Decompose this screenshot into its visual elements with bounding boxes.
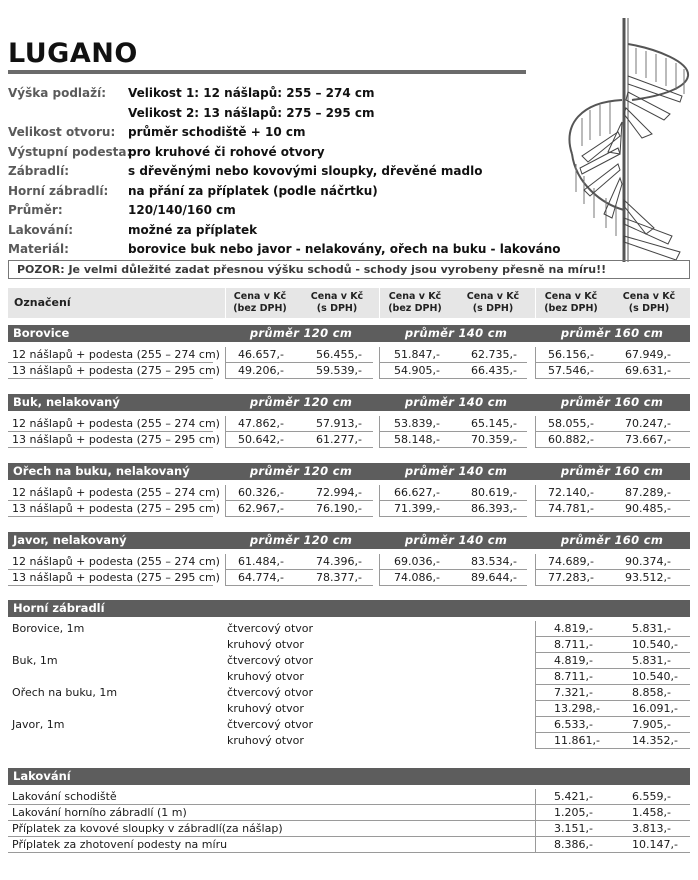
price-cell: 6.559,- xyxy=(632,790,671,803)
spec-list xyxy=(8,84,568,260)
column-header xyxy=(224,291,296,315)
price-cell: 69.036,- xyxy=(394,555,440,568)
opening-type: kruhový otvor xyxy=(227,734,304,747)
table-header xyxy=(8,288,690,318)
railing-section xyxy=(8,600,690,749)
lacquer-section xyxy=(8,768,690,853)
row-label: 13 nášlapů + podesta (275 – 295 cm) xyxy=(12,433,220,446)
price-cell: 64.774,- xyxy=(238,571,284,584)
column-header-line: (s DPH) xyxy=(316,303,358,314)
column-header xyxy=(613,291,685,315)
section-header xyxy=(8,325,690,342)
price-cell: 49.206,- xyxy=(238,364,284,377)
spec-label: Průměr: xyxy=(8,203,63,217)
column-divider xyxy=(535,288,536,318)
price-cell: 54.905,- xyxy=(394,364,440,377)
price-cell: 57.913,- xyxy=(316,417,362,430)
price-section xyxy=(8,394,690,448)
row-underline xyxy=(379,516,527,517)
diameter-label: průměr 160 cm xyxy=(560,533,664,547)
title-underline xyxy=(8,70,526,74)
column-divider xyxy=(225,288,226,318)
spec-label: Lakování: xyxy=(8,222,74,237)
table-row xyxy=(8,685,690,701)
price-cell: 70.359,- xyxy=(471,433,517,446)
row-underline xyxy=(8,447,213,448)
spiral-staircase-illustration xyxy=(562,14,692,266)
price-cell: 60.326,- xyxy=(238,486,284,499)
spec-row xyxy=(8,182,568,202)
price-cell: 8.386,- xyxy=(554,838,593,851)
price-section xyxy=(8,325,690,379)
spec-label: Zábradlí: xyxy=(8,164,70,178)
table-row xyxy=(8,432,690,448)
column-header-line: (s DPH) xyxy=(628,303,670,314)
price-cell: 70.247,- xyxy=(625,417,671,430)
row-underline xyxy=(535,378,690,379)
table-row xyxy=(8,805,690,821)
table-row xyxy=(8,501,690,517)
price-cell: 1.205,- xyxy=(554,806,593,819)
price-cell: 60.882,- xyxy=(548,433,594,446)
price-cell: 87.289,- xyxy=(625,486,671,499)
column-divider xyxy=(535,789,536,853)
price-cell: 5.421,- xyxy=(554,790,593,803)
table-row xyxy=(8,637,690,653)
price-cell: 74.396,- xyxy=(316,555,362,568)
price-cell: 8.711,- xyxy=(554,638,593,651)
price-cell: 74.781,- xyxy=(548,502,594,515)
column-header-line: (bez DPH) xyxy=(388,303,442,314)
table-row xyxy=(8,837,690,853)
price-cell: 7.321,- xyxy=(554,686,593,699)
price-cell: 13.298,- xyxy=(554,702,600,715)
price-cell: 62.735,- xyxy=(471,348,517,361)
row-label: 13 nášlapů + podesta (275 – 295 cm) xyxy=(12,364,220,377)
price-cell: 5.831,- xyxy=(632,622,671,635)
price-cell: 10.540,- xyxy=(632,638,678,651)
column-divider xyxy=(225,347,226,379)
opening-type: kruhový otvor xyxy=(227,670,304,683)
price-cell: 80.619,- xyxy=(471,486,517,499)
column-divider xyxy=(379,288,380,318)
spec-label: Výstupní podesta: xyxy=(8,144,132,159)
diameter-label: průměr 120 cm xyxy=(249,464,353,478)
opening-type: čtvercový otvor xyxy=(227,654,314,667)
column-header xyxy=(535,291,607,315)
row-label: Příplatek za kovové sloupky v zábradlí(za nášlap) xyxy=(12,822,283,835)
row-underline xyxy=(535,516,690,517)
spec-row xyxy=(8,240,568,260)
spec-row xyxy=(8,123,568,143)
column-divider xyxy=(535,347,536,379)
price-cell: 8.711,- xyxy=(554,670,593,683)
price-cell: 90.374,- xyxy=(625,555,671,568)
section-header xyxy=(8,768,690,785)
spec-row xyxy=(8,221,568,241)
column-divider xyxy=(535,485,536,517)
column-header-label: Označení xyxy=(14,296,71,309)
price-cell: 53.839,- xyxy=(394,417,440,430)
column-divider xyxy=(225,416,226,448)
diameter-label: průměr 140 cm xyxy=(404,533,508,547)
row-underline xyxy=(225,378,373,379)
spec-row xyxy=(8,201,568,221)
price-cell: 58.148,- xyxy=(394,433,440,446)
row-underline xyxy=(379,585,527,586)
row-label: 12 nášlapů + podesta (255 – 274 cm) xyxy=(12,417,220,430)
row-label: Lakování schodiště xyxy=(12,790,117,803)
price-cell: 58.055,- xyxy=(548,417,594,430)
price-cell: 4.819,- xyxy=(554,654,593,667)
spec-value: s dřevěnými nebo kovovými sloupky, dřevěné madlo xyxy=(128,164,483,178)
spec-value: borovice buk nebo javor - nelakovány, ořech na buku - lakováno xyxy=(128,242,561,256)
section-header xyxy=(8,532,690,549)
price-cell: 77.283,- xyxy=(548,571,594,584)
price-cell: 56.455,- xyxy=(316,348,362,361)
price-cell: 89.644,- xyxy=(471,571,517,584)
spec-row xyxy=(8,104,568,124)
price-cell: 11.861,- xyxy=(554,734,600,747)
opening-type: kruhový otvor xyxy=(227,702,304,715)
column-header-line: Cena v Kč xyxy=(544,291,598,302)
price-cell: 72.140,- xyxy=(548,486,594,499)
row-underline xyxy=(535,447,690,448)
table-row xyxy=(8,701,690,717)
row-underline xyxy=(535,748,690,749)
section-title: Ořech na buku, nelakovaný xyxy=(13,464,190,478)
section-title: Borovice xyxy=(13,326,70,340)
price-cell: 4.819,- xyxy=(554,622,593,635)
column-divider xyxy=(379,347,380,379)
column-header-line: Cena v Kč xyxy=(622,291,676,302)
price-section xyxy=(8,532,690,586)
price-cell: 59.539,- xyxy=(316,364,362,377)
table-row xyxy=(8,363,690,379)
price-cell: 72.994,- xyxy=(316,486,362,499)
column-header xyxy=(379,291,451,315)
spec-value: na přání za příplatek (podle náčrtku) xyxy=(128,183,378,198)
table-row xyxy=(8,789,690,805)
column-header-line: Cena v Kč xyxy=(233,291,287,302)
price-cell: 51.847,- xyxy=(394,348,440,361)
row-label: Lakování horního zábradlí (1 m) xyxy=(12,806,187,819)
column-divider xyxy=(535,416,536,448)
price-cell: 90.485,- xyxy=(625,502,671,515)
spec-value: Velikost 1: 12 nášlapů: 255 – 274 cm xyxy=(128,86,375,100)
opening-type: čtvercový otvor xyxy=(227,686,314,699)
page-title: LUGANO xyxy=(8,38,138,69)
row-label: 13 nášlapů + podesta (275 – 295 cm) xyxy=(12,502,220,515)
row-label: 12 nášlapů + podesta (255 – 274 cm) xyxy=(12,486,220,499)
price-cell: 57.546,- xyxy=(548,364,594,377)
table-row xyxy=(8,570,690,586)
opening-type: čtvercový otvor xyxy=(227,622,314,635)
section-title: Buk, nelakovaný xyxy=(13,395,120,409)
table-row xyxy=(8,621,690,637)
section-header xyxy=(8,394,690,411)
table-row xyxy=(8,347,690,363)
row-underline xyxy=(535,585,690,586)
spec-value: pro kruhové či rohové otvory xyxy=(128,144,325,159)
price-cell: 65.145,- xyxy=(471,417,517,430)
table-row xyxy=(8,416,690,432)
price-cell: 50.642,- xyxy=(238,433,284,446)
spec-row xyxy=(8,84,568,104)
spec-row xyxy=(8,162,568,182)
section-header xyxy=(8,600,690,617)
price-cell: 93.512,- xyxy=(625,571,671,584)
column-header-line: (s DPH) xyxy=(472,303,514,314)
row-underline xyxy=(8,852,535,853)
column-header xyxy=(457,291,529,315)
row-label: Borovice, 1m xyxy=(12,622,85,635)
column-header-line: Cena v Kč xyxy=(310,291,364,302)
diameter-label: průměr 120 cm xyxy=(249,533,353,547)
row-underline xyxy=(8,378,213,379)
spec-label: Materiál: xyxy=(8,242,69,256)
diameter-label: průměr 160 cm xyxy=(560,326,664,340)
column-header xyxy=(301,291,373,315)
diameter-label: průměr 140 cm xyxy=(404,464,508,478)
spec-label: Horní zábradlí: xyxy=(8,183,109,198)
column-divider xyxy=(379,485,380,517)
spec-value: možné za příplatek xyxy=(128,222,258,237)
price-cell: 61.277,- xyxy=(316,433,362,446)
price-cell: 10.147,- xyxy=(632,838,678,851)
row-underline xyxy=(225,585,373,586)
row-underline xyxy=(535,852,690,853)
row-label: Javor, 1m xyxy=(12,718,65,731)
price-cell: 86.393,- xyxy=(471,502,517,515)
spec-value: průměr schodiště + 10 cm xyxy=(128,125,306,139)
price-cell: 56.156,- xyxy=(548,348,594,361)
column-divider xyxy=(225,554,226,586)
diameter-label: průměr 120 cm xyxy=(249,395,353,409)
column-divider xyxy=(379,554,380,586)
price-cell: 6.533,- xyxy=(554,718,593,731)
price-cell: 78.377,- xyxy=(316,571,362,584)
diameter-label: průměr 160 cm xyxy=(560,395,664,409)
price-cell: 3.151,- xyxy=(554,822,593,835)
price-cell: 74.086,- xyxy=(394,571,440,584)
column-header-line: (bez DPH) xyxy=(544,303,598,314)
price-cell: 10.540,- xyxy=(632,670,678,683)
row-label: Příplatek za zhotovení podesty na míru xyxy=(12,838,228,851)
warning-notice: POZOR: Je velmi důležité zadat přesnou výšku schodů - schody jsou vyrobeny přesně na míru!! xyxy=(8,260,690,279)
diameter-label: průměr 140 cm xyxy=(404,395,508,409)
opening-type: čtvercový otvor xyxy=(227,718,314,731)
row-label: 13 nášlapů + podesta (275 – 295 cm) xyxy=(12,571,220,584)
row-label: Ořech na buku, 1m xyxy=(12,686,118,699)
section-title: Horní zábradlí xyxy=(13,601,105,615)
price-cell: 74.689,- xyxy=(548,555,594,568)
table-row xyxy=(8,485,690,501)
column-divider xyxy=(379,416,380,448)
price-cell: 67.949,- xyxy=(625,348,671,361)
table-row xyxy=(8,669,690,685)
price-cell: 3.813,- xyxy=(632,822,671,835)
spec-value: 120/140/160 cm xyxy=(128,203,236,217)
price-cell: 66.627,- xyxy=(394,486,440,499)
price-section xyxy=(8,463,690,517)
column-divider xyxy=(535,554,536,586)
table-row xyxy=(8,554,690,570)
price-cell: 83.534,- xyxy=(471,555,517,568)
section-title: Lakování xyxy=(13,769,71,783)
spec-label: Výška podlaží: xyxy=(8,86,107,100)
column-divider xyxy=(225,485,226,517)
row-underline xyxy=(8,585,213,586)
column-header-line: (bez DPH) xyxy=(233,303,287,314)
price-cell: 66.435,- xyxy=(471,364,517,377)
price-cell: 47.862,- xyxy=(238,417,284,430)
price-cell: 14.352,- xyxy=(632,734,678,747)
price-cell: 76.190,- xyxy=(316,502,362,515)
price-cell: 46.657,- xyxy=(238,348,284,361)
table-row xyxy=(8,821,690,837)
diameter-label: průměr 120 cm xyxy=(249,326,353,340)
price-cell: 61.484,- xyxy=(238,555,284,568)
section-header xyxy=(8,463,690,480)
price-cell: 16.091,- xyxy=(632,702,678,715)
row-underline xyxy=(379,378,527,379)
spec-value: Velikost 2: 13 nášlapů: 275 – 295 cm xyxy=(128,105,375,120)
price-cell: 62.967,- xyxy=(238,502,284,515)
price-cell: 69.631,- xyxy=(625,364,671,377)
column-header-line: Cena v Kč xyxy=(466,291,520,302)
row-label: 12 nášlapů + podesta (255 – 274 cm) xyxy=(12,555,220,568)
price-cell: 71.399,- xyxy=(394,502,440,515)
price-cell: 8.858,- xyxy=(632,686,671,699)
table-row xyxy=(8,733,690,749)
row-underline xyxy=(379,447,527,448)
price-cell: 7.905,- xyxy=(632,718,671,731)
row-underline xyxy=(225,516,373,517)
column-header-line: Cena v Kč xyxy=(388,291,442,302)
row-underline xyxy=(8,516,213,517)
table-row xyxy=(8,653,690,669)
row-label: Buk, 1m xyxy=(12,654,58,667)
price-cell: 5.831,- xyxy=(632,654,671,667)
diameter-label: průměr 160 cm xyxy=(560,464,664,478)
spec-row xyxy=(8,143,568,163)
table-row xyxy=(8,717,690,733)
column-divider xyxy=(535,621,536,749)
diameter-label: průměr 140 cm xyxy=(404,326,508,340)
price-cell: 73.667,- xyxy=(625,433,671,446)
spec-label: Velikost otvoru: xyxy=(8,125,116,139)
section-title: Javor, nelakovaný xyxy=(13,533,127,547)
price-cell: 1.458,- xyxy=(632,806,671,819)
row-label: 12 nášlapů + podesta (255 – 274 cm) xyxy=(12,348,220,361)
row-underline xyxy=(225,447,373,448)
opening-type: kruhový otvor xyxy=(227,638,304,651)
